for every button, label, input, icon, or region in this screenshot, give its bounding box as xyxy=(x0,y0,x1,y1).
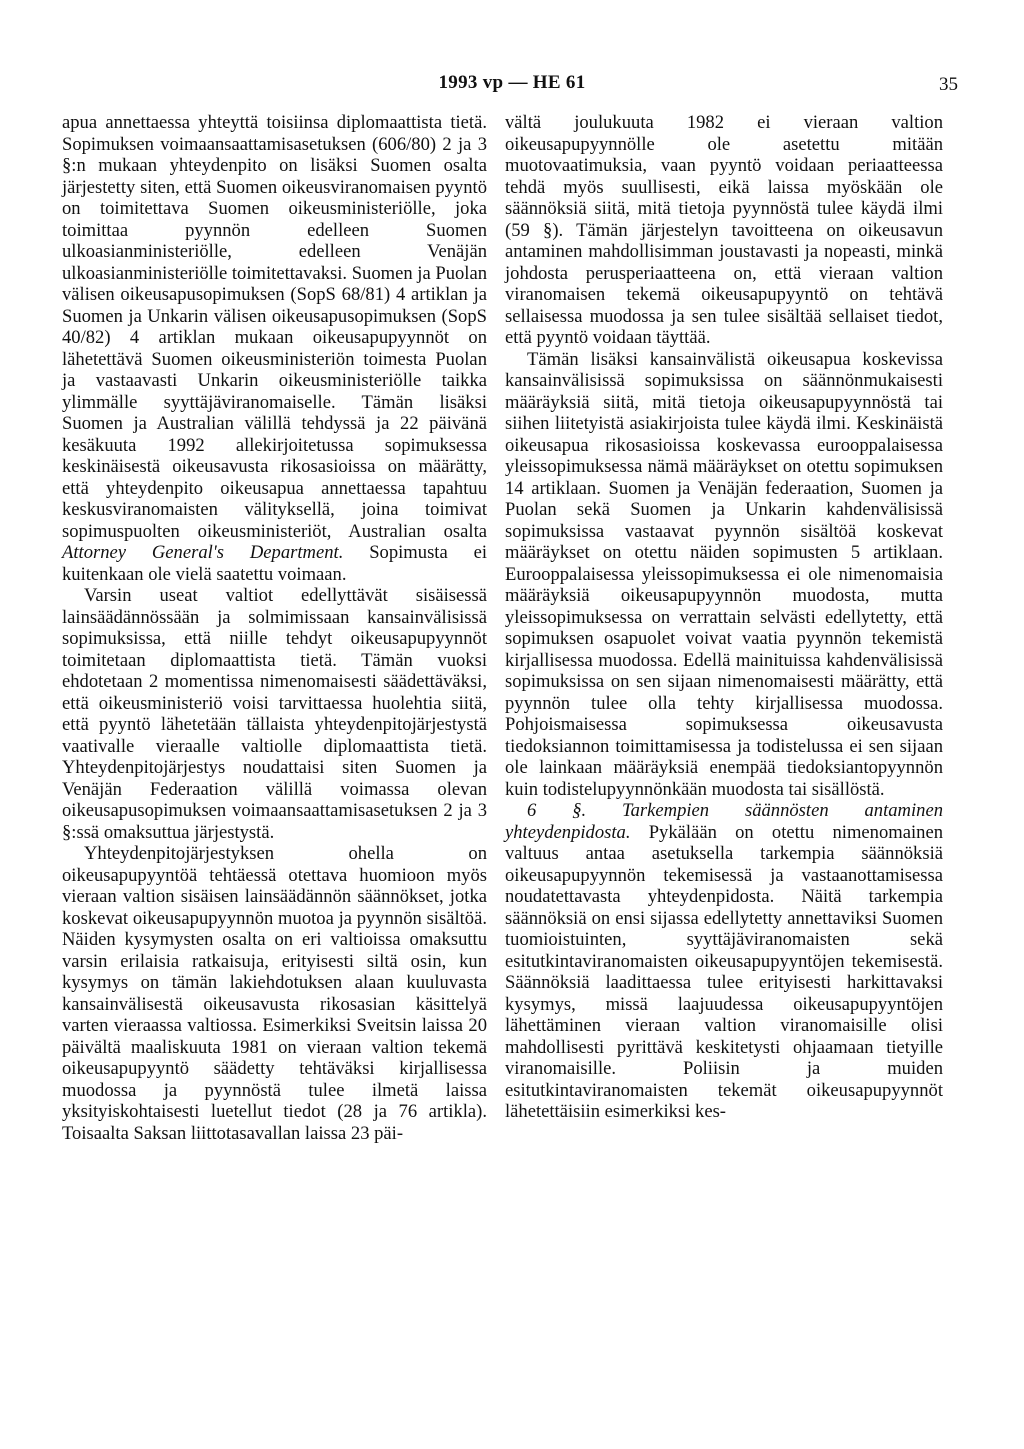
paragraph xyxy=(505,800,943,1123)
section-heading: 6 §. Tarkempien säännösten antaminen yhteydenpidosta. xyxy=(505,800,943,843)
paragraph: Tämän lisäksi kansainvälistä oikeusapua koskevissa kansainvälisissä sopimuksissa on säännönmukaisesti määräyksiä siitä, mitä tietoja oikeusapupyynnöstä tai siihen liitetyistä asiakirjoista tulee käydä ilmi. Keskinäistä oikeusapua rikosasioissa koskevassa eurooppalaisessa yleissopimuksessa nämä määräykset on otettu sopimuksen 14 artiklaan. Suomen ja Venäjän federaation, Suomen ja Puolan sekä Suomen ja Unkarin kahdenvälisissä sopimuksissa vastaavat pyynnön sisältöä koskevat määräykset on otettu näiden sopimusten 5 artiklaan. Eurooppalaisessa yleissopimuksessa ei ole nimenomaisia määräyksiä oikeusapupyynnön muodosta, mutta yleissopimuksessa on verrattain selvästi edellytetty, että sopimuksen osapuolet voivat vaatia pyynnön tekemistä kirjallisessa muodossa. Edellä mainituissa kahdenvälisissä sopimuksissa on sen sijaan nimenomaisesti määrätty, että pyynnön tulee olla tehty kirjallisessa muodossa. Pohjoismaisessa sopimuksessa oikeusavusta tiedoksiannon toimittamisessa ja todistelussa ei sen sijaan ole lainkaan määräyksiä enempää tiedoksiantopyynnön kuin todistelupyynnönkään muodosta tai sisällöstä. xyxy=(505,348,943,800)
paragraph-text: apua annettaessa yhteyttä toisiinsa diplomaattista tietä. Sopimuksen voimaansaattamisasetuksen (606/80) 2 ja 3 §:n mukaan yhteydenpito on lisäksi Suomen osalta järjestetty siten, että Suomen oikeusviranomaisen pyyntö on toimitettava Suomen oikeusministeriölle, joka toimittaa pyynnön edelleen Suomen ulkoasianministeriölle, edelleen Venäjän ulkoasianministeriölle toimitettavaksi. Suomen ja Puolan välisen oikeusapusopimuksen (SopS 68/81) 4 artiklan ja Suomen ja Unkarin välisen oikeusapusopimuksen (SopS 40/82) 4 artiklan mukaan oikeusapupyynnöt on lähetettävä Suomen oikeusministeriön toimesta Puolan ja vastaavasti Unkarin oikeusministeriölle taikka ylimmälle syyttäjäviranomaiselle. Tämän lisäksi Suomen ja Australian välillä tehdyssä ja 22 päivänä kesäkuuta 1992 allekirjoitetussa sopimuksessa keskinäisestä oikeusavusta rikosasioissa on määrätty, että yhteydenpito oikeusapua annettaessa tapahtuu keskusviranomaisten välityksellä, joina toimivat sopimuspuolten oikeusministeriöt, Australian osalta xyxy=(62,112,488,542)
left-column xyxy=(62,112,487,1144)
page-number: 35 xyxy=(939,74,958,95)
right-column xyxy=(505,112,943,1123)
paragraph: Varsin useat valtiot edellyttävät sisäisessä lainsäädännössään ja solmimissaan kansainvälisissä sopimuksissa, että niille tehdyt oikeusapupyynnöt toimitetaan diplomaattista tietä. Tämän vuoksi ehdotetaan 2 momentissa nimenomaisesti säädettäväksi, että oikeusministeriö voisi tarvittaessa huolehtia siitä, että pyyntö lähetetään tällaista yhteydenpitojärjestystä vaativalle vieraalle valtiolle diplomaattista tietä. Yhteydenpitojärjestys noudattaisi siten Suomen ja Venäjän Federaation välillä voimassa olevan oikeusapusopimuksen voimaansaattamisasetuksen 2 ja 3 §:ssä omaksuttua järjestystä. xyxy=(62,585,487,843)
paragraph xyxy=(62,112,487,585)
italic-text: Attorney General's Department. xyxy=(62,542,344,563)
page-header xyxy=(0,72,1024,102)
paragraph: Yhteydenpitojärjestyksen ohella on oikeusapupyyntöä tehtäessä otettava huomioon myös vieraan valtion sisäisen lainsäädännön säännökset, jotka koskevat oikeusapupyynnön muotoa ja pyynnön sisältöä. Näiden kysymysten osalta on eri valtioissa omaksuttu varsin erilaisia ratkaisuja, erityisesti siltä osin, kun kysymys on tämän lakiehdotuksen alaan kuuluvasta kansainvälisestä oikeusavusta rikosasian käsittelyä varten vieraassa valtiossa. Esimerkiksi Sveitsin laissa 20 päivältä maaliskuuta 1981 on vieraan valtion tekemä oikeusapupyyntö säädetty tehtäväksi kirjallisessa muodossa ja pyynnöstä tulee ilmetä laissa yksityiskohtaisesti luetellut tiedot (28 ja 76 artikla). Toisaalta Saksan liittotasavallan laissa 23 päi- xyxy=(62,843,487,1144)
paragraph-text: Pykälään on otettu nimenomainen valtuus antaa asetuksella tarkempia säännöksiä oikeusapupyynnön tekemisessä ja vastaanottamisessa noudatettavasta yhteydenpidosta. Näitä tarkempia säännöksiä on ensi sijassa edellytetty annettaviksi Suomen tuomioistuinten, syyttäjäviranomaisten sekä esitutkintaviranomaisten oikeusapupyyntöjen tekemisestä. Säännöksiä laadittaessa tulee erityisesti harkittavaksi kysymys, missä laajuudessa oikeusapupyyntöjen lähettäminen vieraan valtion viranomaisille olisi mahdollisesti pyrittävä keskitetysti ohjaamaan tietyille viranomaisille. Poliisin ja muiden esitutkintaviranomaisten tekemät oikeusapupyynnöt lähetettäisiin esimerkiksi kes- xyxy=(505,821,943,1122)
running-head: 1993 vp — HE 61 xyxy=(438,72,586,93)
paragraph: vältä joulukuuta 1982 ei vieraan valtion oikeusapupyynnölle ole asetettu mitään muotovaatimuksia, vaan pyyntö voidaan periaatteessa tehdä myös suullisesti, eikä laissa myöskään ole säännöksiä siitä, mitä tietoja pyynnöstä tulee käydä ilmi (59 §). Tämän järjestelyn tavoitteena on oikeusavun antaminen mahdollisimman joustavasti ja nopeasti, minkä johdosta perusperiaatteena on, että vieraan valtion viranomaisen tekemä oikeusapupyyntö on tehtävä sellaisessa muodossa ja sen tulee sisältää sellaiset tiedot, että pyyntö voidaan täyttää. xyxy=(505,112,943,348)
paragraph-text: Sopimusta ei kuitenkaan ole vielä saatettu voimaan. xyxy=(62,542,487,585)
